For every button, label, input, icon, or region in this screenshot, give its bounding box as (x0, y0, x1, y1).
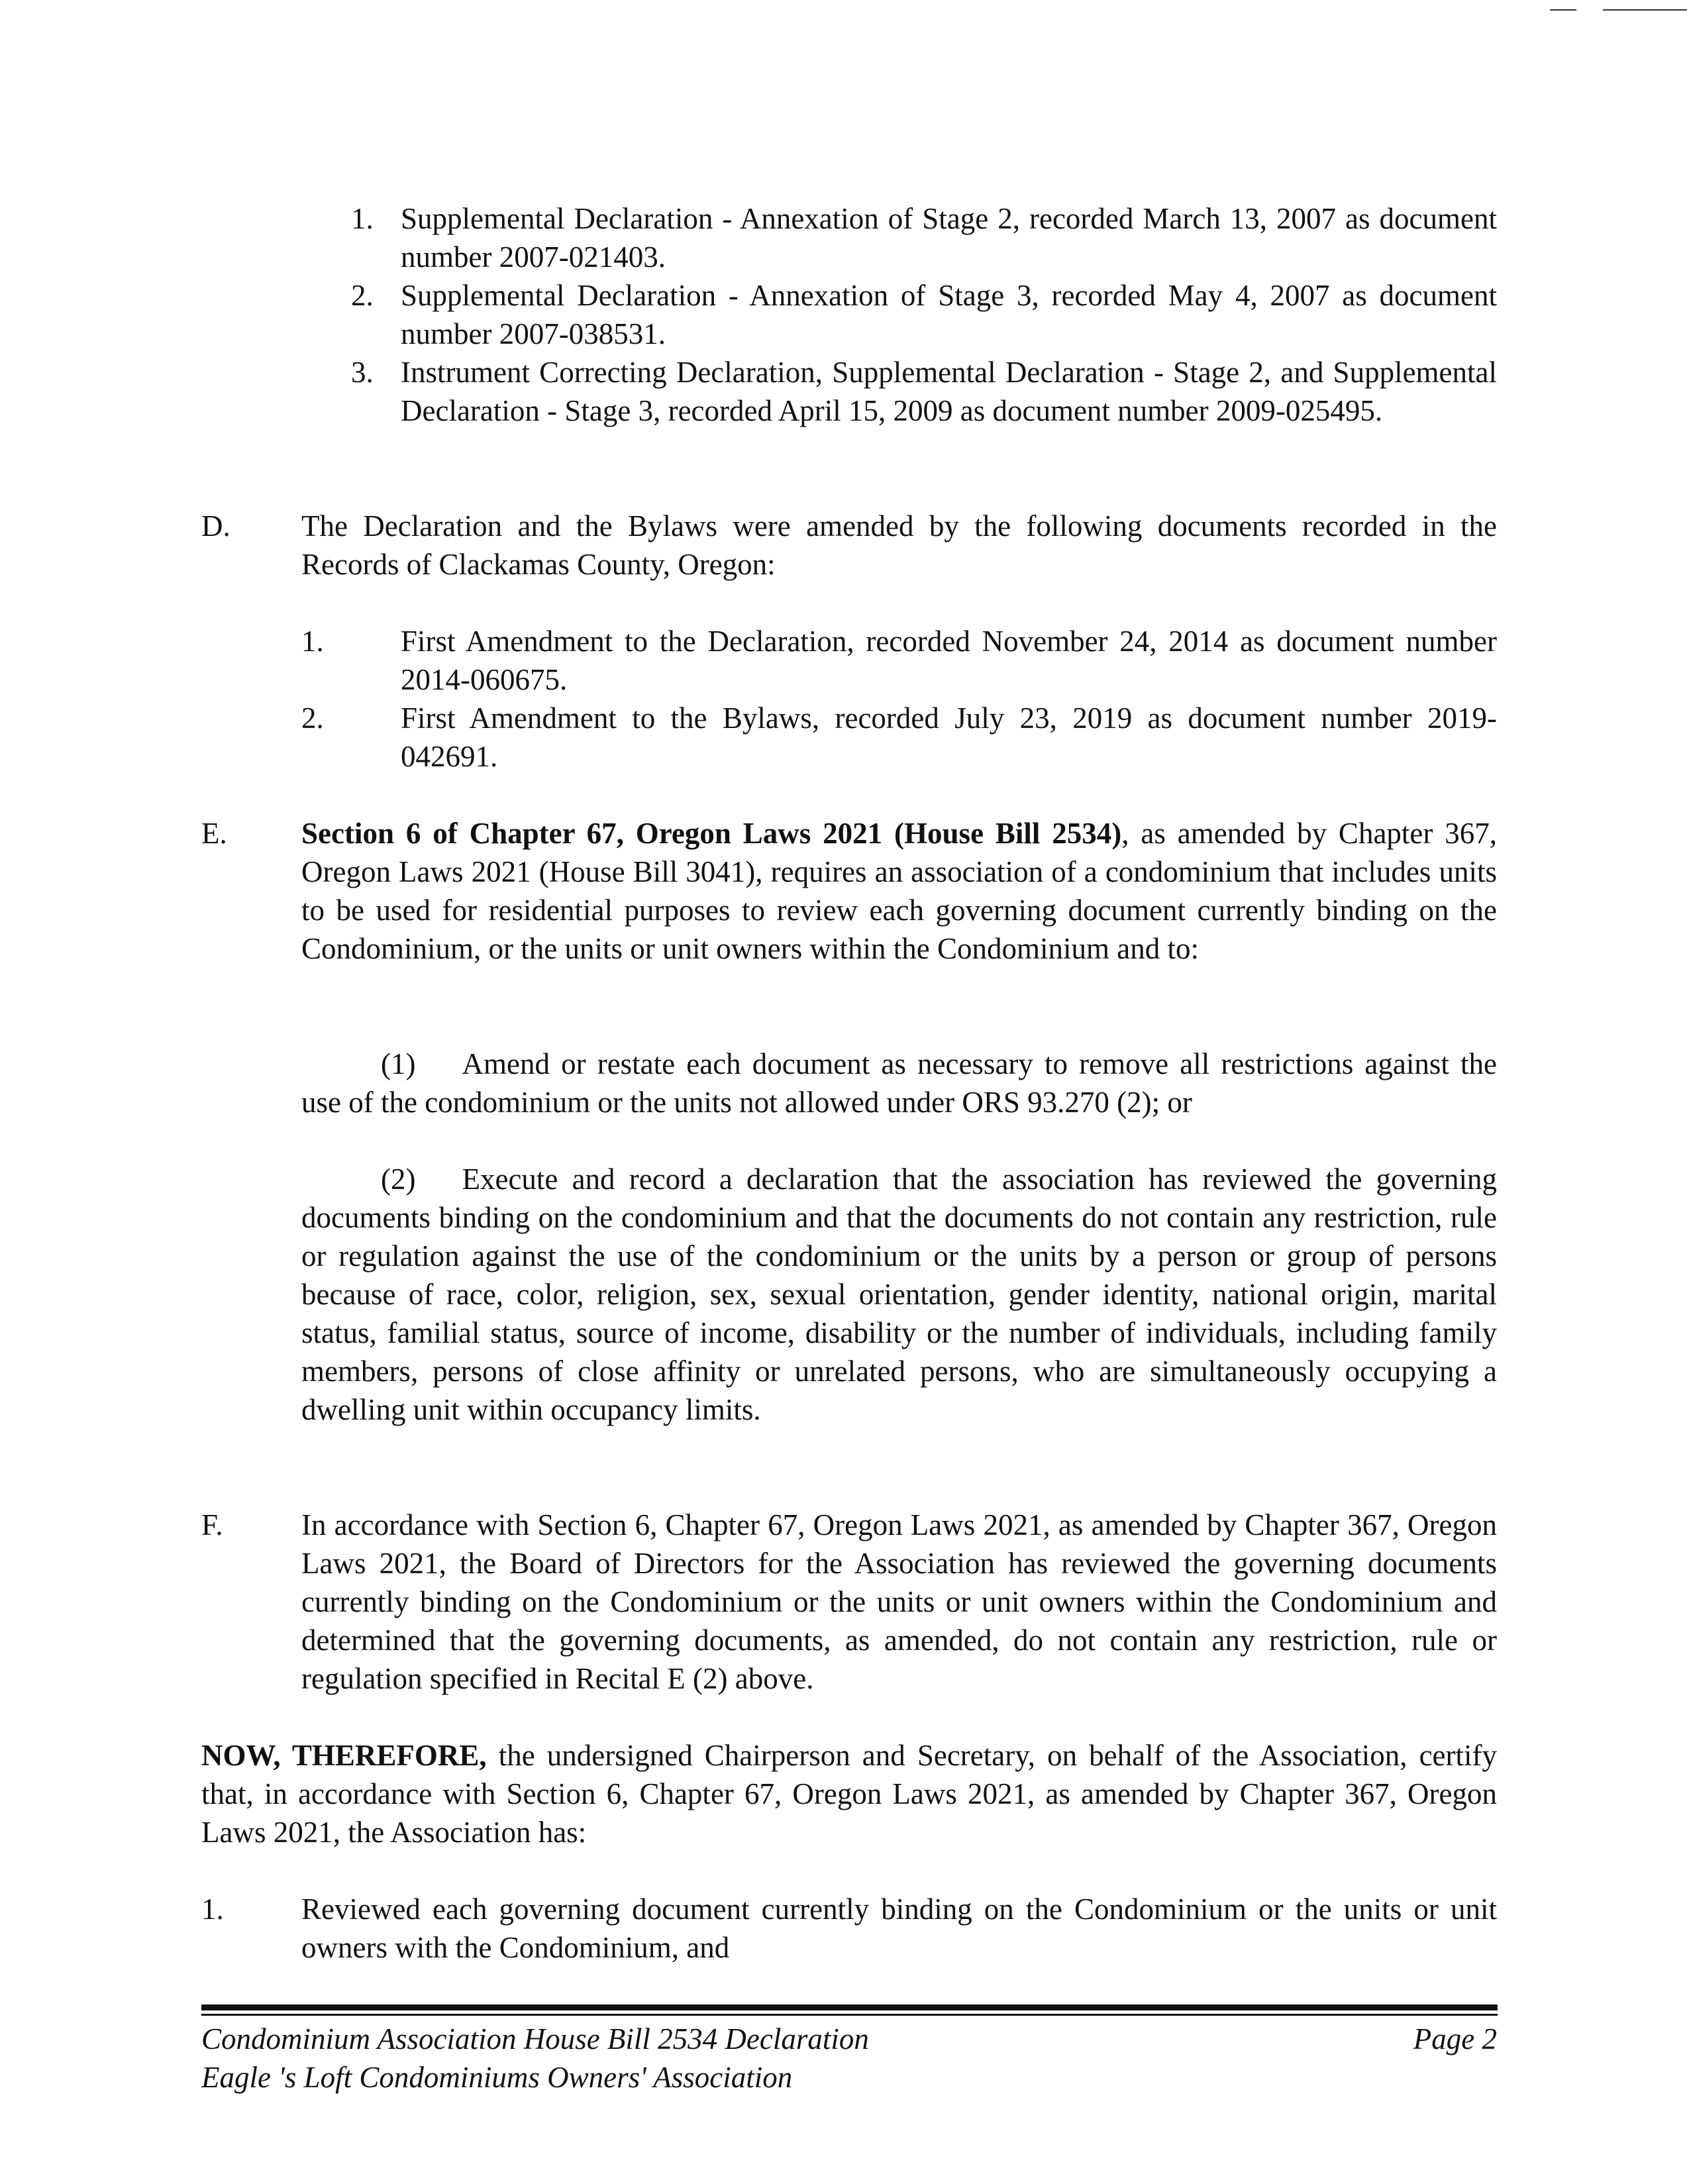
footer-rule (201, 2004, 1498, 2010)
subparagraph-number: (1) (381, 1047, 416, 1080)
recital-letter-d: D. (201, 509, 230, 543)
now-therefore-lead: NOW, THEREFORE, (201, 1739, 487, 1772)
scan-artifact (1603, 9, 1687, 11)
list-item-number: 1. (351, 202, 374, 235)
list-item-text: Supplemental Declaration - Annexation of Stage 2, recorded March 13, 2007 as document number 2007-021403. (401, 202, 1497, 274)
subparagraph-text: Execute and record a declaration that the association has reviewed the governing documents binding on the condominium and that the documents do not contain any restriction, rule or regulation against the use of the condominium or the units by a person or group of persons because of race, color, religion, sex, sexual orientation, gender identity, national origin, marital status, familial status, source of income, disability or the number of individuals, including family members, persons of close affinity or unrelated persons, who are simultaneously occupying a dwelling unit within occupancy limits. (301, 1163, 1497, 1426)
footer-association: Eagle 's Loft Condominiums Owners' Association (201, 2061, 793, 2094)
recital-e-bold-lead: Section 6 of Chapter 67, Oregon Laws 2021 (House Bill 2534) (301, 817, 1122, 850)
list-item-number: 1. (301, 625, 324, 658)
list-item-number: 2. (351, 279, 374, 312)
recital-d-text: The Declaration and the Bylaws were amended by the following documents recorded in the Records of Clackamas County, Oregon: (301, 509, 1497, 581)
subparagraph-number: (2) (381, 1163, 416, 1196)
recital-e-subparagraph-1 (301, 1045, 1497, 1121)
list-item-number: 3. (351, 356, 374, 389)
recital-e-body: , as amended by Chapter 367, Oregon Laws 2021 (House Bill 3041), requires an association of a condominium that includes units to be used for residential purposes to review each governing document currently binding on the Condominium, or the units or unit owners within the Condominium and to: (301, 817, 1498, 965)
list-item-text: Supplemental Declaration - Annexation of Stage 3, recorded May 4, 2007 as document number 2007-038531. (401, 279, 1497, 350)
list-item-text: First Amendment to the Bylaws, recorded July 23, 2019 as document number 2019-042691. (401, 702, 1497, 773)
list-item-text: Reviewed each governing document currently binding on the Condominium or the units or unit owners with the Condominium, and (301, 1893, 1497, 1964)
list-item-text: Instrument Correcting Declaration, Supplemental Declaration - Stage 2, and Supplemental Declaration - Stage 3, recorded April 15, 2009 as document number 2009-025495. (401, 356, 1497, 427)
footer-title: Condominium Association House Bill 2534 Declaration (201, 2022, 869, 2055)
list-item-number: 2. (301, 702, 324, 735)
recital-e-subparagraph-2 (301, 1160, 1497, 1429)
recital-letter-f: F. (201, 1508, 223, 1541)
list-item-text: First Amendment to the Declaration, recorded November 24, 2014 as document number 2014-060675. (401, 625, 1497, 696)
page-number: Page 2 (1413, 2022, 1497, 2055)
scan-artifact (1550, 9, 1576, 11)
now-therefore-paragraph (201, 1736, 1497, 1851)
list-item-number: 1. (201, 1893, 224, 1926)
footer-rule-thin (201, 2014, 1498, 2016)
recital-letter-e: E. (201, 817, 227, 850)
recital-e-text (301, 814, 1497, 968)
subparagraph-text: Amend or restate each document as necessary to remove all restrictions against the use of the condominium or the units not allowed under ORS 93.270 (2); or (301, 1047, 1497, 1119)
now-therefore-body: the undersigned Chairperson and Secretary, on behalf of the Association, certify that, in accordance with Section 6, Chapter 67, Oregon Laws 2021, as amended by Chapter 367, Oregon Laws 2021, the Association has: (201, 1739, 1497, 1849)
recital-f-text: In accordance with Section 6, Chapter 67, Oregon Laws 2021, as amended by Chapter 367, Oregon Laws 2021, the Board of Directors for the Association has reviewed the governing documents currently binding on the Condominium or the units or unit owners within the Condominium and determined that the governing documents, as amended, do not contain any restriction, rule or regulation specified in Recital E (2) above. (301, 1508, 1497, 1695)
